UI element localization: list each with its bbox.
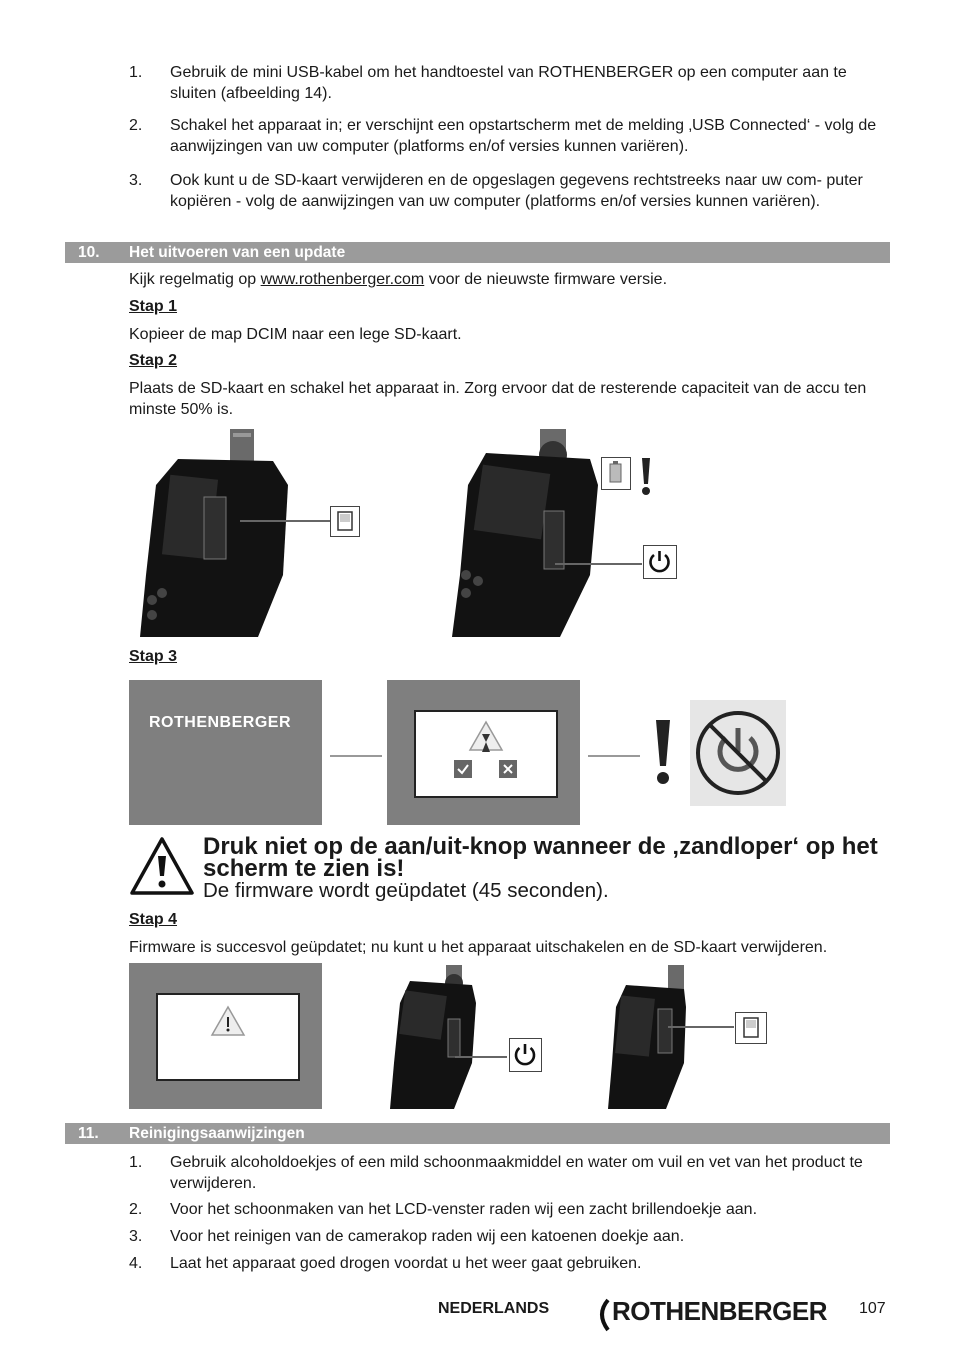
cancel-x-icon bbox=[499, 760, 517, 778]
pointer-arrow bbox=[668, 1026, 734, 1028]
list-item: Voor het reinigen van de camerakop raden wij een katoenen doekje aan. bbox=[170, 1228, 685, 1245]
exclamation-icon bbox=[638, 456, 654, 496]
flow-arrow bbox=[588, 755, 640, 757]
hourglass-warning-icon bbox=[468, 720, 504, 760]
confirm-check-icon bbox=[454, 760, 472, 778]
step-3-label: Stap 3 bbox=[129, 648, 178, 665]
brand-swoosh-icon bbox=[594, 1296, 614, 1336]
step-4-text: Firmware is succesvol geüpdatet; nu kunt u het apparaat uitschakelen en de SD-kaart verwijderen. bbox=[129, 939, 828, 956]
sd-card-icon bbox=[330, 506, 360, 537]
pointer-arrow bbox=[455, 1056, 507, 1058]
intro-text: Kijk regelmatig op bbox=[129, 271, 261, 288]
no-power-icon bbox=[690, 700, 786, 806]
pointer-arrow bbox=[555, 563, 642, 565]
list-number: 1. bbox=[129, 64, 143, 81]
list-item: Gebruik de mini USB-kabel om het handtoestel van ROTHENBERGER op een computer aan te sluiten (afbeelding 14). bbox=[170, 64, 847, 102]
warning-subtitle: De firmware wordt geüpdatet (45 seconden). bbox=[203, 879, 609, 902]
update-intro bbox=[129, 270, 889, 291]
device-illustration bbox=[606, 963, 686, 1109]
intro-text: voor de nieuwste firmware versie. bbox=[424, 271, 668, 288]
startup-screen bbox=[129, 680, 322, 825]
exclamation-icon bbox=[652, 718, 674, 786]
list-number: 1. bbox=[129, 1154, 143, 1171]
update-dialog bbox=[414, 710, 558, 798]
warning-triangle-icon bbox=[129, 836, 195, 896]
section-number: 10. bbox=[78, 244, 100, 261]
complete-dialog bbox=[156, 993, 300, 1081]
step-2-text: Plaats de SD-kaart en schakel het apparaat in. Zorg ervoor dat de resterende capaciteit van de accu ten minste 50% is. bbox=[129, 380, 867, 418]
step-1-label: Stap 1 bbox=[129, 298, 178, 315]
footer-language: NEDERLANDS bbox=[438, 1300, 550, 1317]
warning-small-icon bbox=[210, 1005, 246, 1039]
section-10-header bbox=[65, 242, 890, 263]
power-icon bbox=[643, 545, 677, 579]
list-item: Gebruik alcoholdoekjes of een mild schoonmaakmiddel en water om vuil en vet van het product te verwijderen. bbox=[170, 1154, 863, 1192]
device-illustration bbox=[388, 963, 478, 1109]
list-number: 3. bbox=[129, 172, 143, 189]
list-number: 3. bbox=[129, 1228, 143, 1245]
power-icon bbox=[509, 1038, 542, 1072]
list-item: Laat het apparaat goed drogen voordat u het weer gaat gebruiken. bbox=[170, 1255, 642, 1272]
step-1-text: Kopieer de map DCIM naar een lege SD-kaart. bbox=[129, 326, 462, 343]
website-link[interactable]: www.rothenberger.com bbox=[260, 271, 425, 288]
device-illustration bbox=[450, 425, 600, 637]
update-complete-screen bbox=[129, 963, 322, 1109]
flow-arrow bbox=[330, 755, 382, 757]
list-number: 2. bbox=[129, 117, 143, 134]
section-number: 11. bbox=[78, 1125, 99, 1142]
brand-logo-text: ROTHENBERGER bbox=[149, 714, 292, 731]
battery-icon bbox=[601, 457, 631, 490]
step-4-label: Stap 4 bbox=[129, 911, 178, 928]
section-title: Reinigingsaanwijzingen bbox=[129, 1125, 305, 1142]
footer-brand: ROTHENBERGER bbox=[612, 1296, 828, 1326]
pointer-arrow bbox=[240, 520, 330, 522]
list-item: Schakel het apparaat in; er verschijnt een opstartscherm met de melding ‚USB Connected‘ - volg de aanwijzingen van uw computer (platforms en/of versies kunnen variëren). bbox=[170, 117, 877, 155]
section-11-header bbox=[65, 1123, 890, 1144]
list-item: Ook kunt u de SD-kaart verwijderen en de opgeslagen gegevens rechtstreeks naar uw com- puter kopiëren - volg de aanwijzingen van uw computer (platforms en/of versies kunnen variëren). bbox=[170, 172, 863, 210]
update-screen bbox=[387, 680, 580, 825]
section-title: Het uitvoeren van een update bbox=[129, 244, 346, 261]
list-item: Voor het schoonmaken van het LCD-venster raden wij een zacht brillendoekje aan. bbox=[170, 1201, 758, 1218]
list-number: 4. bbox=[129, 1255, 143, 1272]
list-number: 2. bbox=[129, 1201, 143, 1218]
step-2-label: Stap 2 bbox=[129, 352, 178, 369]
warning-title: Druk niet op de aan/uit-knop wanneer de ‚zandloper‘ op het scherm te zien is! bbox=[203, 833, 878, 882]
page-number: 107 bbox=[859, 1300, 886, 1317]
sd-card-icon bbox=[735, 1012, 767, 1044]
device-illustration bbox=[138, 425, 298, 637]
